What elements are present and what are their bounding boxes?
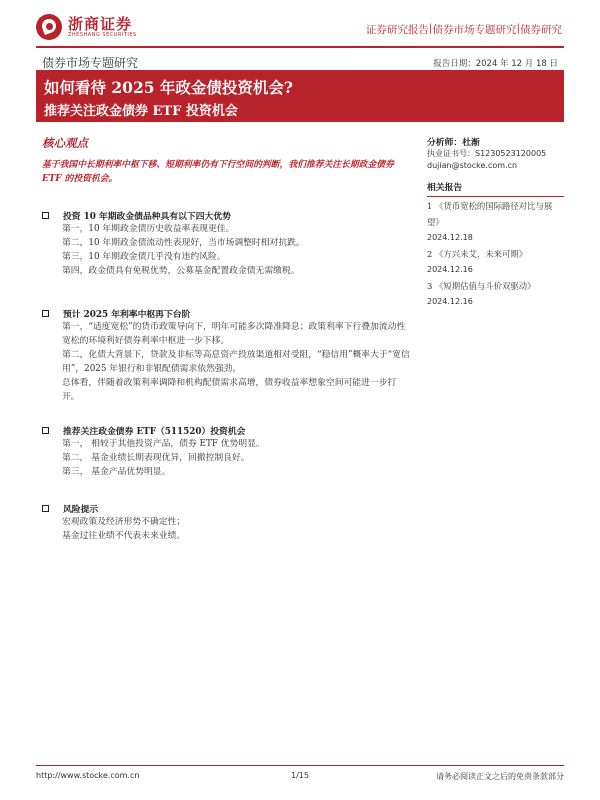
checkbox-bullet-icon — [42, 427, 49, 434]
body-line: 宏观政策及经济形势不确定性； — [62, 517, 186, 527]
related-report-date: 2024.12.16 — [427, 297, 473, 306]
page-header — [0, 0, 600, 50]
related-report-item[interactable] — [427, 246, 564, 278]
related-report-date: 2024.12.18 — [427, 233, 473, 242]
analyst-email[interactable]: dujian@stocke.com.cn — [427, 161, 518, 170]
nav-item-bond-research: 债券研究 — [520, 24, 562, 36]
related-report-title: 2 《方兴未艾，未来可期》 — [427, 249, 528, 259]
body-line: 第二，化债大背景下，贷款及非标等高息资产投放渠道相对受阻，“稳信用”概率大于“宽信用”，2025 年银行和非银配债需求依然强劲。 — [62, 350, 410, 374]
analyst-info — [427, 135, 567, 172]
body-line: 第一， 相较于其他投资产品，债券 ETF 优势明显。 — [62, 439, 265, 449]
nav-item-bond-market-special: 债券市场专题研究 — [432, 24, 517, 36]
section-row — [36, 52, 564, 70]
section-label: 债券市场专题研究 — [42, 56, 139, 70]
section-heading — [42, 307, 190, 320]
checkbox-bullet-icon — [42, 212, 49, 219]
core-viewpoint-text: 基于我国中长期利率中枢下移、短期利率仍有下行空间的判断，我们推荐关注长期政金债券 ETF 的投资机会。 — [42, 160, 394, 184]
section-heading — [42, 502, 98, 515]
core-viewpoint-heading: 核心观点 — [42, 136, 88, 150]
report-date: 报告日期：2024 年 12 月 18 日 — [433, 59, 558, 69]
related-report-item[interactable] — [427, 278, 564, 310]
body-line: 第二， 基金业绩长期表现优异，回撤控制良好。 — [62, 453, 250, 463]
section-heading — [42, 209, 231, 222]
section-body — [62, 320, 412, 404]
body-line: 第四，政金债具有免税优势，公募基金配置政金债无需缴税。 — [62, 266, 300, 276]
page-number: 1/15 — [291, 771, 309, 780]
report-title: 如何看待 2025 年政金债投资机会? — [44, 78, 294, 97]
title-banner — [36, 70, 564, 122]
section-body — [62, 222, 412, 278]
section-heading-text: 投资 10 年期政金债品种具有以下四大优势 — [63, 212, 231, 222]
company-logo — [36, 12, 137, 42]
body-line: 第三，10 年期政金债几乎没有违约风险。 — [62, 252, 226, 262]
related-report-title: 3 《短期估值与斗价双驱动》 — [427, 281, 536, 291]
section-heading-text: 推荐关注政金债券 ETF（511520）投资机会 — [63, 427, 246, 437]
analyst-license: 执业证书号：S1230523120005 — [427, 149, 547, 158]
related-report-title: 1 《货币宽松的国际路径对比与展望》 — [427, 201, 553, 227]
body-line: 第三， 基金产品优势明显。 — [62, 467, 171, 477]
body-line: 第一，“适度宽松”的货币政策导向下，明年可能多次降准降息；政策利率下行叠加流动性宽松的环境利好债券利率中枢进一步下移。 — [62, 322, 406, 346]
body-line: 基金过往业绩不代表未来业绩。 — [62, 531, 186, 541]
related-report-item[interactable] — [427, 198, 564, 246]
nav-separator: | — [428, 22, 433, 34]
checkbox-bullet-icon — [42, 310, 49, 317]
footer-website-link[interactable]: http://www.stocke.com.cn — [36, 771, 140, 780]
body-line: 总体看，伴随着政策利率调降和机构配债需求高增，债券收益率想象空间可能进一步打开。 — [62, 378, 397, 402]
report-category-nav — [366, 22, 562, 37]
nav-separator: | — [516, 22, 520, 34]
logo-icon — [36, 14, 62, 40]
body-line: 第一，10 年期政金债历史收益率表现更佳。 — [62, 224, 235, 234]
body-line: 第二，10 年期政金债流动性表现好，当市场调整时相对抗跌。 — [62, 238, 305, 248]
analyst-name: 分析师：杜渐 — [427, 138, 480, 148]
report-subtitle: 推荐关注政金债券 ETF 投资机会 — [44, 104, 238, 119]
logo-name-en: ZHESHANG SECURITIES — [68, 31, 137, 38]
checkbox-bullet-icon — [42, 505, 49, 512]
disclaimer-note: 请务必阅读正文之后的免责条款部分 — [436, 772, 564, 781]
section-heading-text: 预计 2025 年利率中枢再下台阶 — [63, 310, 191, 320]
header-divider — [36, 46, 564, 48]
section-body — [62, 515, 412, 543]
related-report-date: 2024.12.16 — [427, 265, 473, 274]
related-reports-heading: 相关报告 — [427, 180, 564, 197]
logo-name-cn: 浙商证券 — [68, 14, 133, 33]
section-heading — [42, 424, 245, 437]
nav-item-research-report: 证券研究报告 — [365, 24, 429, 36]
related-reports-list — [427, 198, 564, 310]
section-heading-text: 风险提示 — [63, 505, 99, 515]
section-body — [62, 437, 412, 479]
footer-divider — [36, 765, 564, 766]
